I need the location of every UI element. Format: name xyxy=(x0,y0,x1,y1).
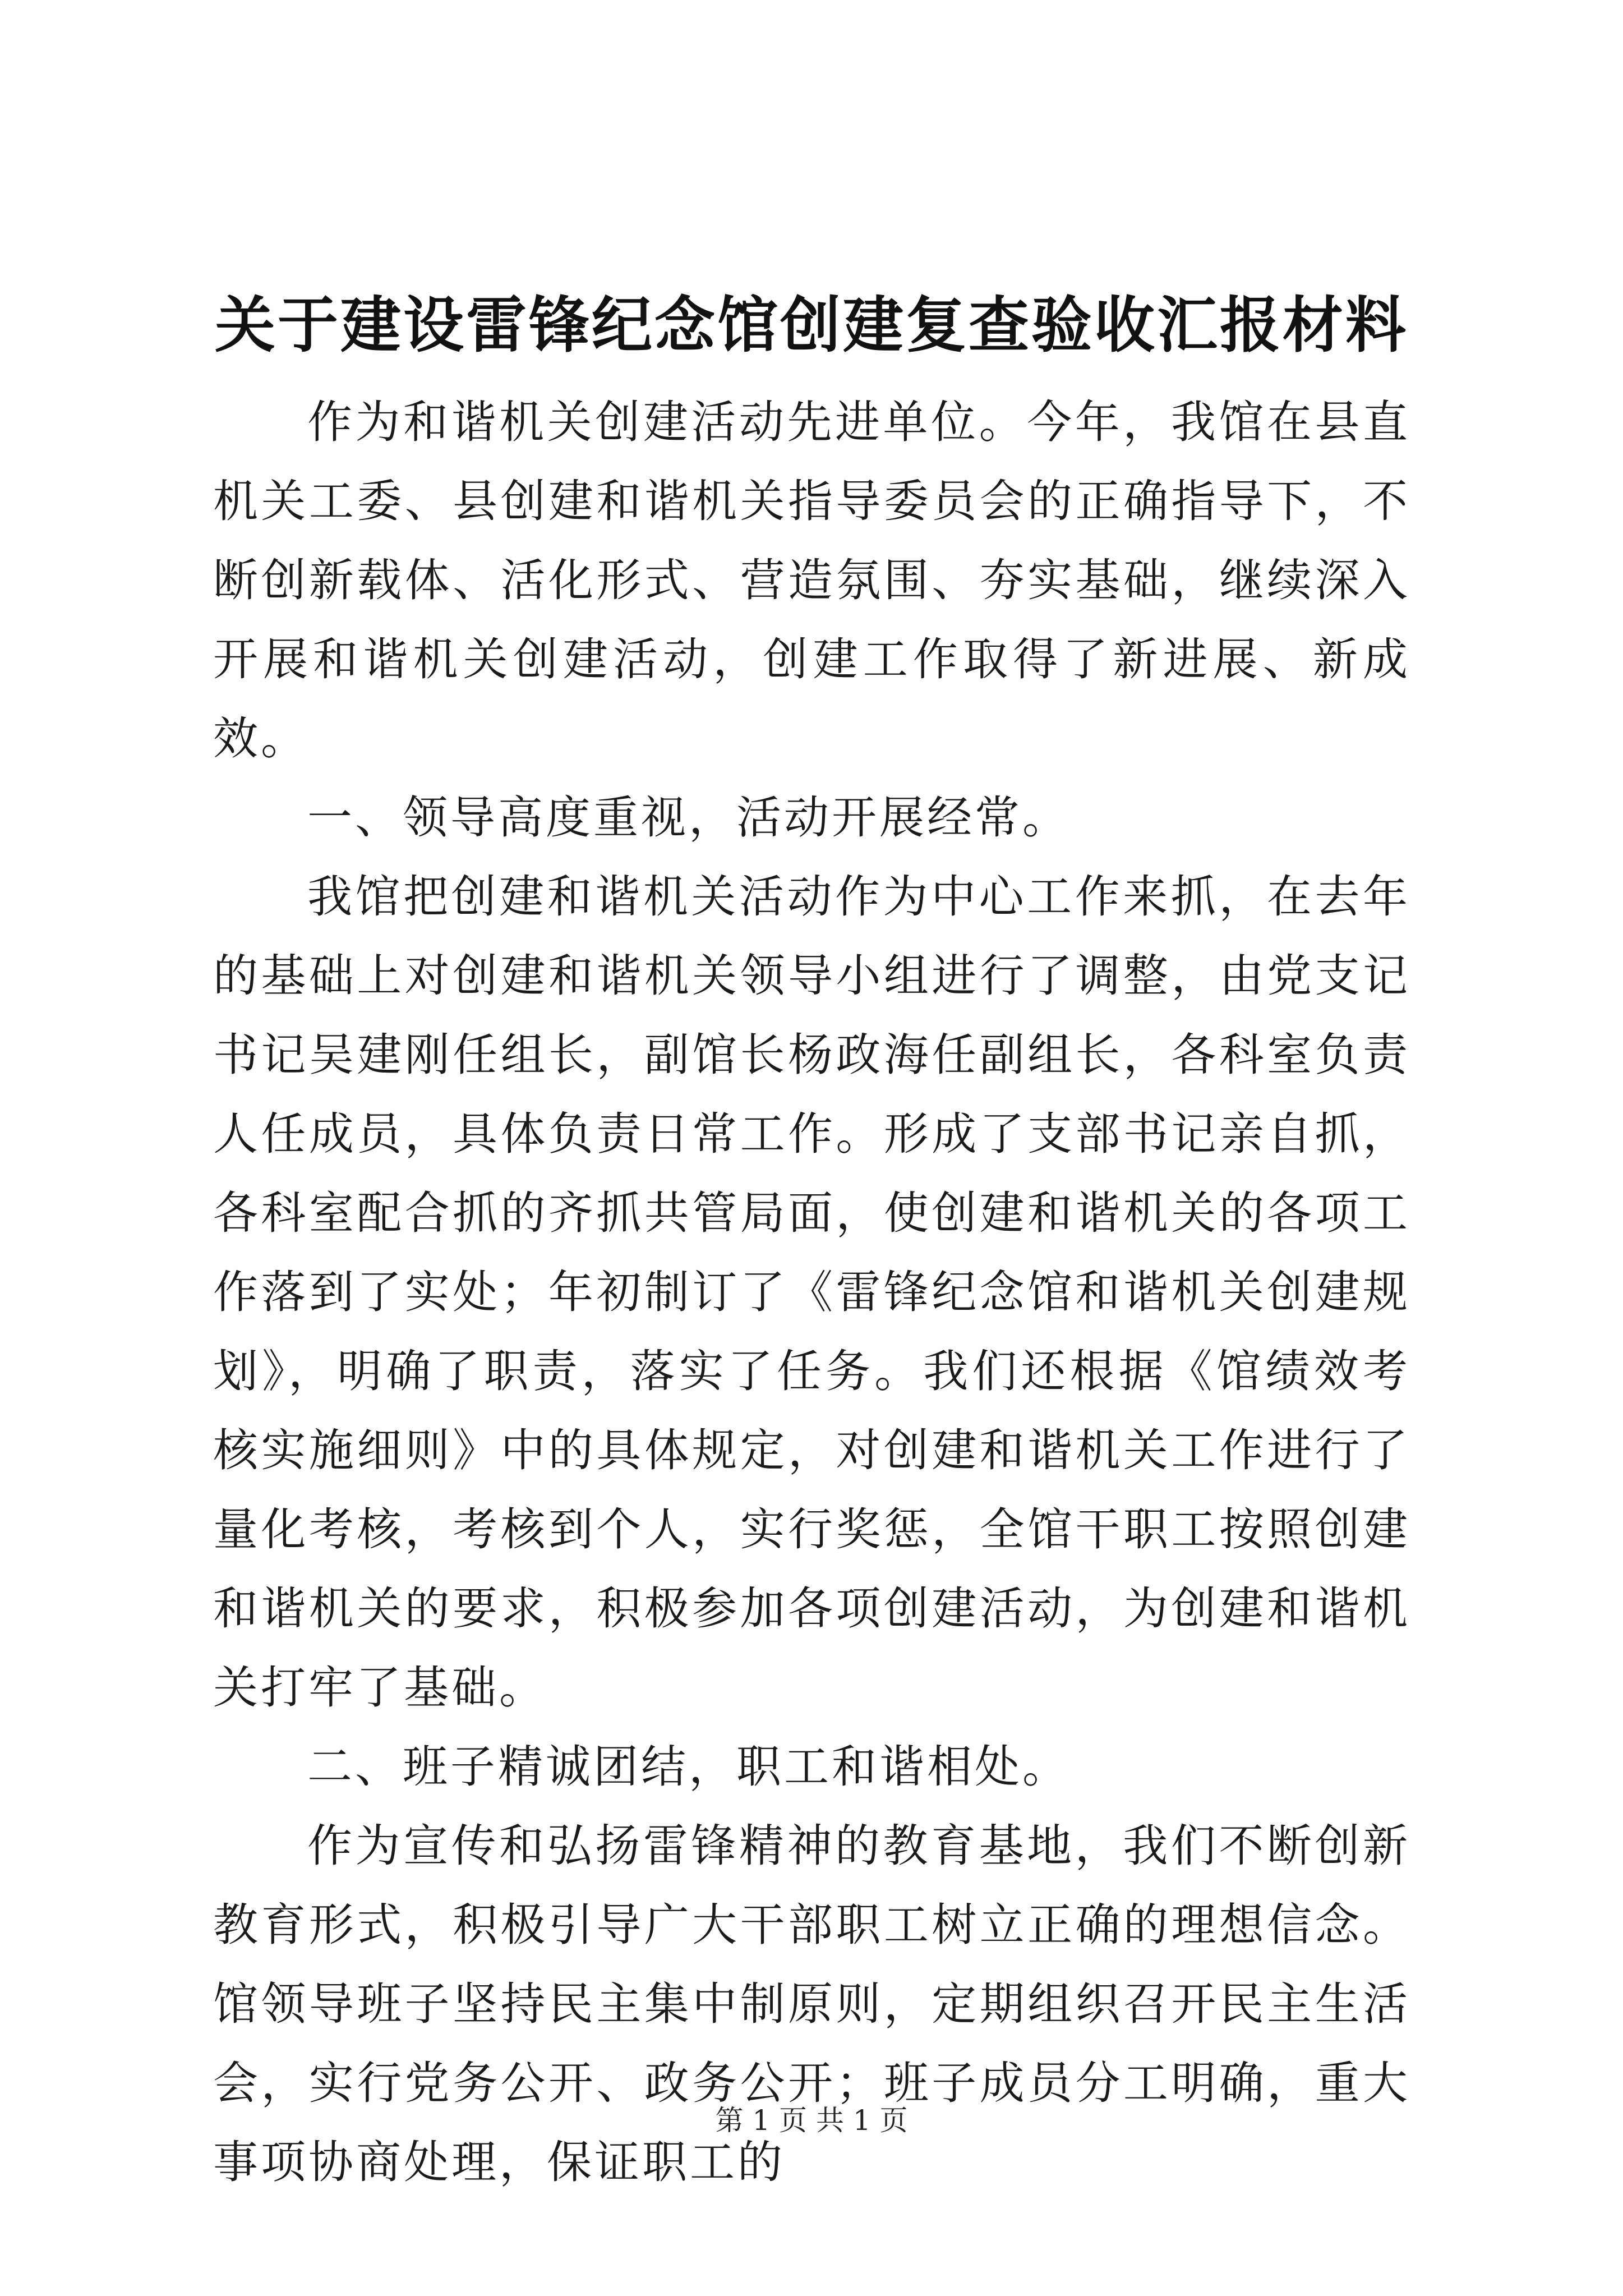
document-title: 关于建设雷锋纪念馆创建复查验收汇报材料 xyxy=(214,290,1408,361)
section-1-paragraph: 我馆把创建和谐机关活动作为中心工作来抓，在去年的基础上对创建和谐机关领导小组进行了调整，由党支记书记吴建刚任组长，副馆长杨政海任副组长，各科室负责人任成员，具体负责日常工作。形成了支部书记亲自抓，各科室配合抓的齐抓共管局面，使创建和谐机关的各项工作落到了实处；年初制订了《雷锋纪念馆和谐机关创建规划》，明确了职责，落实了任务。我们还根据《馆绩效考核实施细则》中的具体规定，对创建和谐机关工作进行了量化考核，考核到个人，实行奖惩，全馆干职工按照创建和谐机关的要求，积极参加各项创建活动，为创建和谐机关打牢了基础。 xyxy=(213,871,1410,1714)
page-number-footer: 第 1 页 共 1 页 xyxy=(715,2104,908,2137)
section-heading-1: 一、领导高度重视，活动开展经常。 xyxy=(307,792,1070,844)
section-2-paragraph: 作为宣传和弘扬雷锋精神的教育基地，我们不断创新教育形式，积极引导广大干部职工树立正确的理想信念。馆领导班子坚持民主集中制原则，定期组织召开民主生活会，实行党务公开、政务公开；班子成员分工明确，重大事项协商处理，保证职工的 xyxy=(213,1820,1410,2188)
section-heading-2: 二、班子精诚团结，职工和谐相处。 xyxy=(307,1741,1070,1793)
document-body xyxy=(213,383,1410,2202)
intro-paragraph: 作为和谐机关创建活动先进单位。今年，我馆在县直机关工委、县创建和谐机关指导委员会的正确指导下，不断创新载体、活化形式、营造氛围、夯实基础，继续深入开展和谐机关创建活动，创建工作取得了新进展、新成效。 xyxy=(213,396,1410,765)
